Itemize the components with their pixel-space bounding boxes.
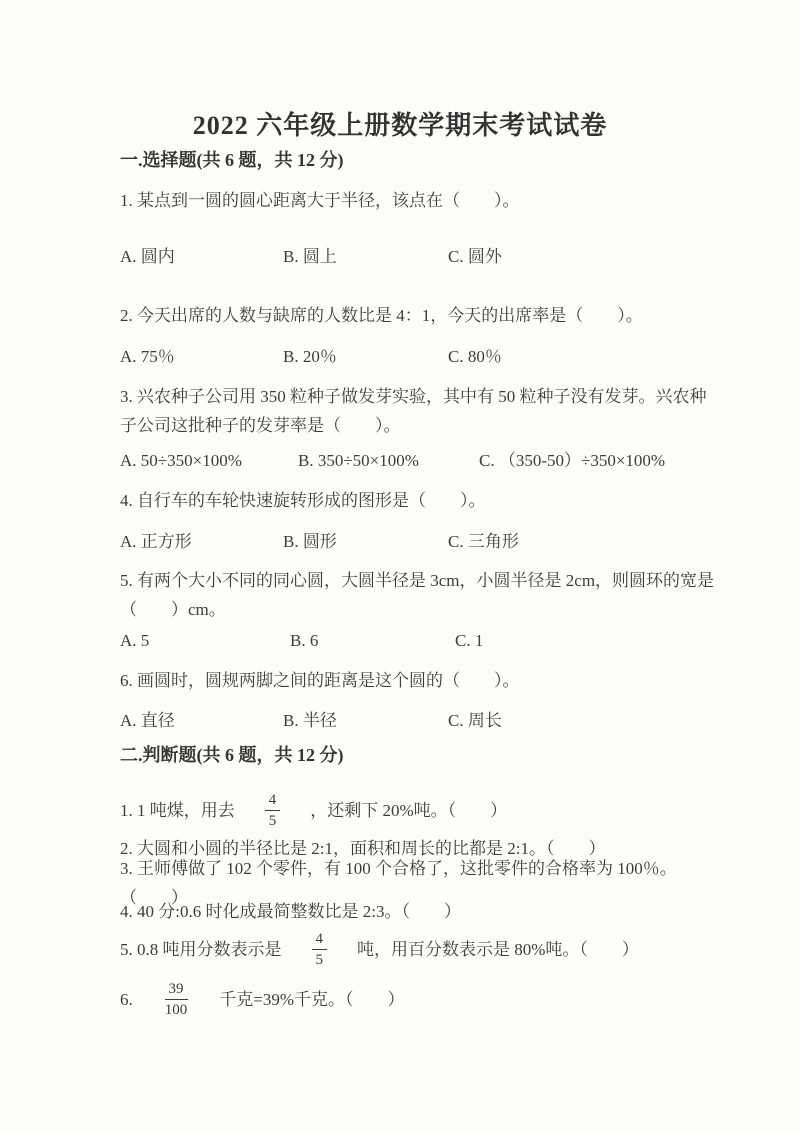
judge-q5-prefix: 5. 0.8 吨用分数表示是	[120, 939, 282, 959]
choice-q5-line2: （ ）cm。	[120, 600, 226, 619]
choice-q1-option-a: A. 圆内	[120, 247, 175, 266]
choice-q1-text: 1. 某点到一圆的圆心距离大于半径，该点在（ ）。	[120, 191, 520, 210]
judge-q6-suffix: 千克=39%千克。（ ）	[219, 989, 405, 1009]
choice-q1-option-b: B. 圆上	[283, 247, 337, 266]
judge-q6-prefix: 6.	[120, 989, 133, 1009]
choice-q3-option-b: B. 350÷50×100%	[298, 451, 419, 470]
choice-q4-option-b: B. 圆形	[283, 532, 337, 551]
fraction-denominator: 5	[315, 951, 323, 968]
choice-q3-text	[120, 382, 720, 440]
choice-q5-text	[120, 566, 720, 624]
choice-q1-option-c: C. 圆外	[448, 247, 502, 266]
fraction-numerator: 4	[265, 790, 281, 811]
judge-q5	[120, 925, 720, 973]
choice-q2-option-c: C. 80％	[448, 347, 502, 366]
choice-q5-option-c: C. 1	[455, 631, 484, 650]
judge-q3-line1: 3. 王师傅做了 102 个零件，有 100 个合格了，这批零件的合格率为 100％。	[120, 859, 677, 878]
fraction-four-fifths	[312, 929, 328, 970]
choice-q2-option-b: B. 20％	[283, 347, 337, 366]
judge-q3-line2: （ ）	[120, 888, 188, 907]
choice-q5-option-b: B. 6	[290, 631, 319, 650]
fraction-denominator: 100	[164, 1001, 188, 1018]
judge-q1-prefix: 1. 1 吨煤，用去	[120, 800, 235, 820]
choice-q4-text: 4. 自行车的车轮快速旋转形成的图形是（ ）。	[120, 491, 486, 510]
fraction-numerator: 4	[312, 929, 328, 950]
choice-q4-option-a: A. 正方形	[120, 532, 192, 551]
choice-q1-options	[120, 242, 720, 268]
choice-q4-options	[120, 527, 720, 553]
choice-q2-option-a: A. 75％	[120, 347, 175, 366]
section-1-heading: 一.选择题(共 6 题，共 12 分)	[120, 150, 344, 170]
section-2-heading: 二.判断题(共 6 题，共 12 分)	[120, 745, 344, 765]
fraction-denominator: 5	[268, 812, 277, 829]
fraction-thirty-nine-hundredths	[163, 979, 190, 1020]
fraction-four-fifths	[265, 790, 281, 831]
choice-q2-text: 2. 今天出席的人数与缺席的人数比是 4：1，今天的出席率是（ ）。	[120, 306, 643, 325]
choice-q3-line2: 子公司这批种子的发芽率是（ ）。	[120, 416, 401, 435]
choice-q4-option-c: C. 三角形	[448, 532, 519, 551]
judge-q1-suffix: ，还剩下 20%吨。（ ）	[310, 800, 508, 820]
choice-q6-options	[120, 706, 720, 732]
fraction-numerator: 39	[165, 979, 188, 1000]
choice-q6-option-a: A. 直径	[120, 711, 175, 730]
choice-q5-options	[120, 626, 720, 652]
choice-q3-line1: 3. 兴农种子公司用 350 粒种子做发芽实验，其中有 50 粒种子没有发芽。兴农种	[120, 387, 707, 406]
page-title: 2022 六年级上册数学期末考试试卷	[192, 111, 608, 141]
choice-q2-options	[120, 342, 720, 368]
choice-q6-option-b: B. 半径	[283, 711, 337, 730]
judge-q2-text: 2. 大圆和小圆的半径比是 2:1，面积和周长的比都是 2:1。（ ）	[120, 839, 606, 858]
choice-q5-line1: 5. 有两个大小不同的同心圆，大圆半径是 3cm，小圆半径是 2cm，则圆环的宽是	[120, 571, 715, 590]
choice-q5-option-a: A. 5	[120, 631, 150, 650]
judge-q4-text: 4. 40 分:0.6 时化成最简整数比是 2:3。（ ）	[120, 902, 461, 921]
choice-q6-text: 6. 画圆时，圆规两脚之间的距离是这个圆的（ ）。	[120, 671, 520, 690]
choice-q3-options	[120, 446, 720, 472]
choice-q3-option-c: C. （350-50）÷350×100%	[479, 451, 666, 470]
choice-q3-option-a: A. 50÷350×100%	[120, 451, 242, 470]
judge-q1	[120, 786, 720, 834]
judge-q5-suffix: 吨，用百分数表示是 80%吨。（ ）	[357, 939, 639, 959]
choice-q6-option-c: C. 周长	[448, 711, 502, 730]
judge-q6	[120, 974, 720, 1024]
